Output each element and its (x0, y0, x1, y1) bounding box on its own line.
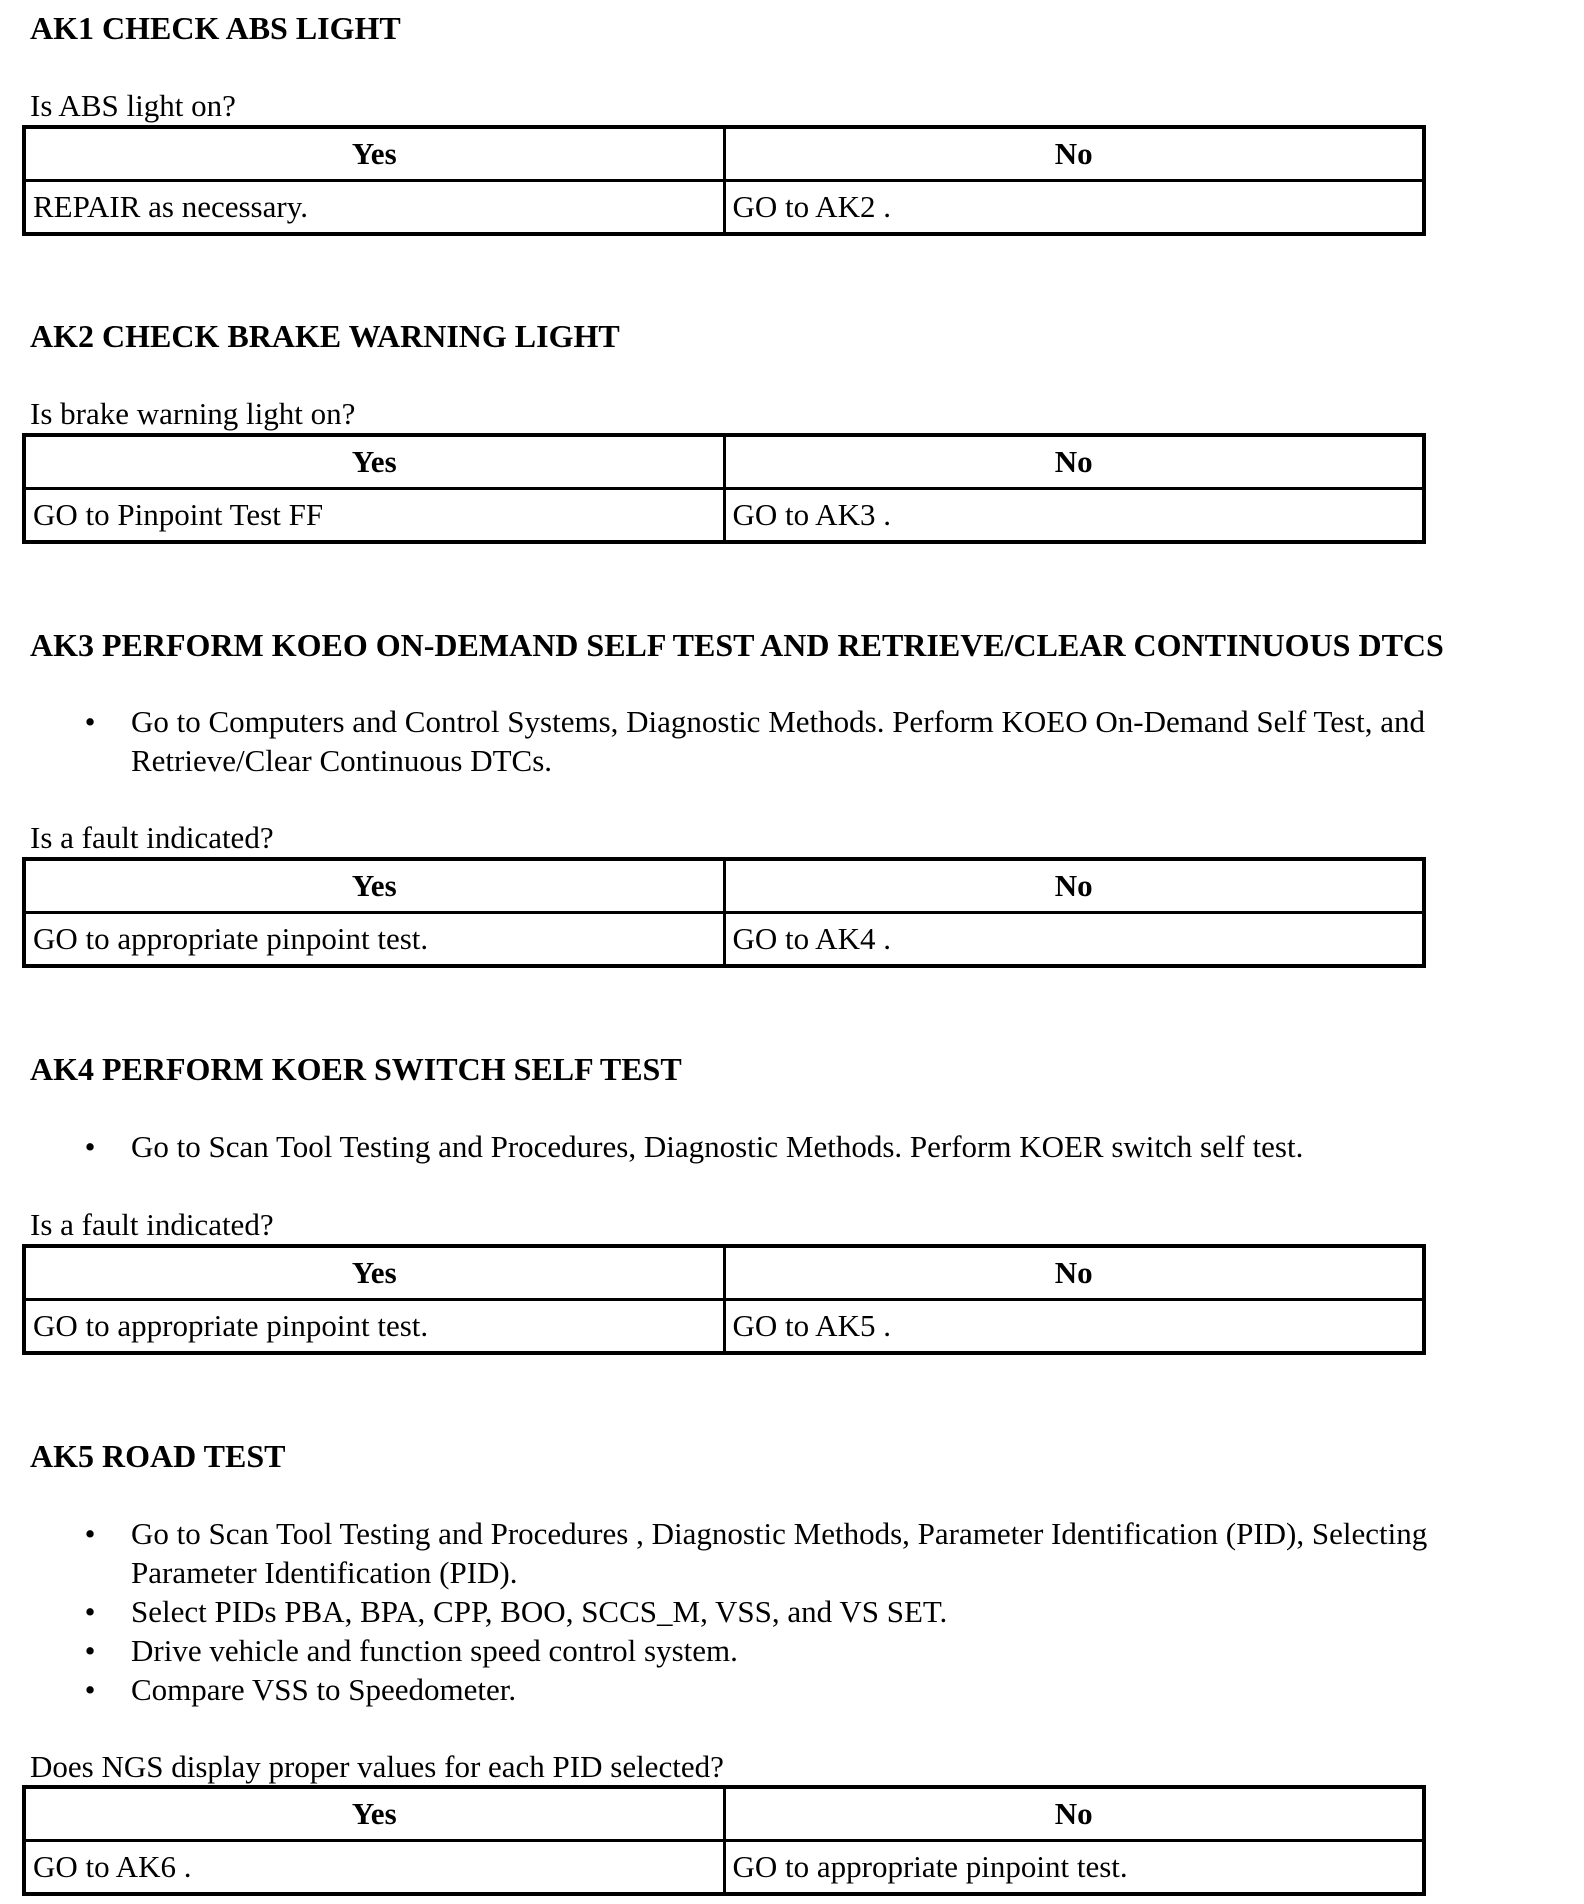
step-question: Is a fault indicated? (30, 1207, 274, 1242)
list-item (0, 1670, 1584, 1709)
list-item (0, 1631, 1584, 1670)
list-item-text: Select PIDs PBA, BPA, CPP, BOO, SCCS_M, VSS, and VS SET. (131, 1594, 948, 1629)
yes-header: Yes (24, 1246, 724, 1300)
no-action: GO to AK4 . (724, 913, 1424, 967)
step-question: Is a fault indicated? (30, 820, 274, 855)
instruction-list (0, 1127, 1584, 1166)
bullet-icon: • (84, 1516, 96, 1551)
list-item (0, 1592, 1584, 1631)
yes-no-table (22, 1244, 1426, 1355)
bullet-icon: • (84, 1594, 96, 1629)
yes-header: Yes (24, 859, 724, 913)
no-action: GO to AK5 . (724, 1300, 1424, 1354)
list-item (0, 1514, 1584, 1592)
step-heading: AK1 CHECK ABS LIGHT (30, 10, 401, 46)
instruction-list (0, 702, 1584, 780)
bullet-icon: • (84, 1129, 96, 1164)
bullet-icon: • (84, 704, 96, 739)
yes-header: Yes (24, 127, 724, 181)
yes-action: GO to appropriate pinpoint test. (24, 913, 724, 967)
list-item-text: Go to Computers and Control Systems, Diagnostic Methods. Perform KOEO On-Demand Self Test, and Retrieve/Clear Continuous DTCs. (131, 704, 1425, 778)
yes-action: GO to appropriate pinpoint test. (24, 1300, 724, 1354)
bullet-icon: • (84, 1672, 96, 1707)
yes-action: REPAIR as necessary. (24, 181, 724, 235)
list-item (0, 702, 1584, 780)
list-item-text: Compare VSS to Speedometer. (131, 1672, 517, 1707)
step-heading: AK2 CHECK BRAKE WARNING LIGHT (30, 318, 620, 354)
no-header: No (724, 1246, 1424, 1300)
no-action: GO to AK3 . (724, 489, 1424, 543)
no-header: No (724, 435, 1424, 489)
yes-no-table (22, 857, 1426, 968)
yes-action: GO to AK6 . (24, 1841, 724, 1895)
yes-header: Yes (24, 435, 724, 489)
instruction-list (0, 1514, 1584, 1709)
step-heading: AK3 PERFORM KOEO ON-DEMAND SELF TEST AND RETRIEVE/CLEAR CONTINUOUS DTCS (30, 627, 1444, 663)
no-header: No (724, 127, 1424, 181)
no-action: GO to AK2 . (724, 181, 1424, 235)
step-heading: AK5 ROAD TEST (30, 1438, 286, 1474)
yes-no-table (22, 433, 1426, 544)
yes-no-table (22, 1785, 1426, 1896)
no-header: No (724, 1787, 1424, 1841)
step-question: Is ABS light on? (30, 88, 236, 123)
step-question: Is brake warning light on? (30, 396, 356, 431)
yes-header: Yes (24, 1787, 724, 1841)
list-item-text: Drive vehicle and function speed control system. (131, 1633, 738, 1668)
step-heading: AK4 PERFORM KOER SWITCH SELF TEST (30, 1051, 682, 1087)
bullet-icon: • (84, 1633, 96, 1668)
list-item (0, 1127, 1584, 1166)
list-item-text: Go to Scan Tool Testing and Procedures, Diagnostic Methods. Perform KOER switch self test. (131, 1129, 1304, 1164)
yes-no-table (22, 125, 1426, 236)
yes-action: GO to Pinpoint Test FF (24, 489, 724, 543)
step-question: Does NGS display proper values for each PID selected? (30, 1749, 724, 1784)
list-item-text: Go to Scan Tool Testing and Procedures , Diagnostic Methods, Parameter Identification (PID), Selecting Parameter Identification (PID). (131, 1516, 1428, 1590)
no-action: GO to appropriate pinpoint test. (724, 1841, 1424, 1895)
no-header: No (724, 859, 1424, 913)
